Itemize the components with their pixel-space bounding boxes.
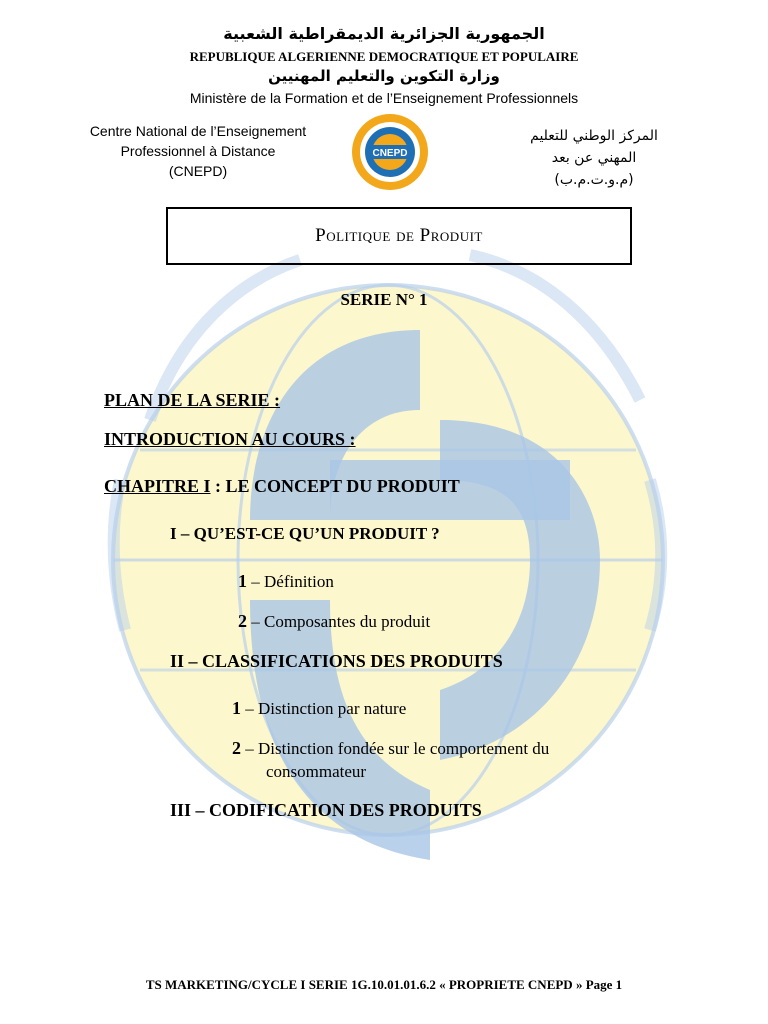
section-number: III — [170, 800, 192, 820]
section-heading — [170, 651, 503, 672]
item-number: 1 — [232, 698, 241, 718]
centre-name-arabic-line: المهني عن بعد — [551, 150, 637, 166]
document-title: Politique de Produit — [315, 225, 483, 246]
centre-name-french — [58, 121, 338, 181]
document-title-box — [166, 207, 632, 265]
list-item — [238, 611, 430, 632]
item-text: – Définition — [247, 572, 334, 591]
item-number: 1 — [238, 571, 247, 591]
logo-text: CNEPD — [372, 148, 408, 159]
centre-name-line: Professionnel à Distance — [120, 143, 276, 159]
centre-name-arabic-line: المركز الوطني للتعليم — [530, 128, 658, 144]
section-title: – QU’EST-CE QU’UN PRODUIT ? — [176, 524, 440, 543]
chapter-label: CHAPITRE I — [104, 476, 211, 496]
section-heading — [170, 524, 440, 544]
centre-name-line: Centre National de l’Enseignement — [89, 123, 307, 139]
list-item — [238, 571, 334, 592]
header-arabic-republic: الجمهورية الجزائرية الديمقراطية الشعبية — [223, 24, 545, 43]
plan-heading: PLAN DE LA SERIE : — [104, 390, 281, 410]
section-title: – CLASSIFICATIONS DES PRODUITS — [184, 651, 503, 671]
centre-name-arabic-line: (م.و.ت.م.ب) — [554, 172, 634, 188]
page-footer: TS MARKETING/CYCLE I SERIE 1G.10.01.01.6.2 « PROPRIETE CNEPD » Page 1 — [145, 977, 623, 992]
serie-number: SERIE N° 1 — [340, 290, 428, 309]
centre-name-line: (CNEPD) — [168, 163, 228, 179]
intro-heading: INTRODUCTION AU COURS : — [104, 429, 356, 449]
header-french-ministry: Ministère de la Formation et de l’Enseignement Professionnels — [189, 90, 579, 106]
section-heading — [170, 800, 482, 821]
list-item-continuation: consommateur — [266, 762, 367, 781]
header-arabic-ministry: وزارة التكوين والتعليم المهنيين — [268, 67, 500, 85]
section-number: I — [170, 524, 177, 543]
list-item — [232, 698, 406, 719]
section-number: II — [170, 651, 185, 671]
chapter-heading — [104, 476, 460, 497]
list-item — [232, 738, 549, 759]
item-number: 2 — [232, 738, 241, 758]
centre-name-arabic — [470, 125, 718, 191]
header-french-republic: REPUBLIQUE ALGERIENNE DEMOCRATIQUE ET POPULAIRE — [189, 49, 579, 64]
item-text: – Composantes du produit — [247, 612, 431, 631]
section-title: – CODIFICATION DES PRODUITS — [191, 800, 482, 820]
item-text: – Distinction fondée sur le comportement du — [241, 739, 550, 758]
cnepd-logo — [350, 112, 430, 192]
chapter-title: : LE CONCEPT DU PRODUIT — [210, 476, 460, 496]
item-text: – Distinction par nature — [241, 699, 407, 718]
item-number: 2 — [238, 611, 247, 631]
